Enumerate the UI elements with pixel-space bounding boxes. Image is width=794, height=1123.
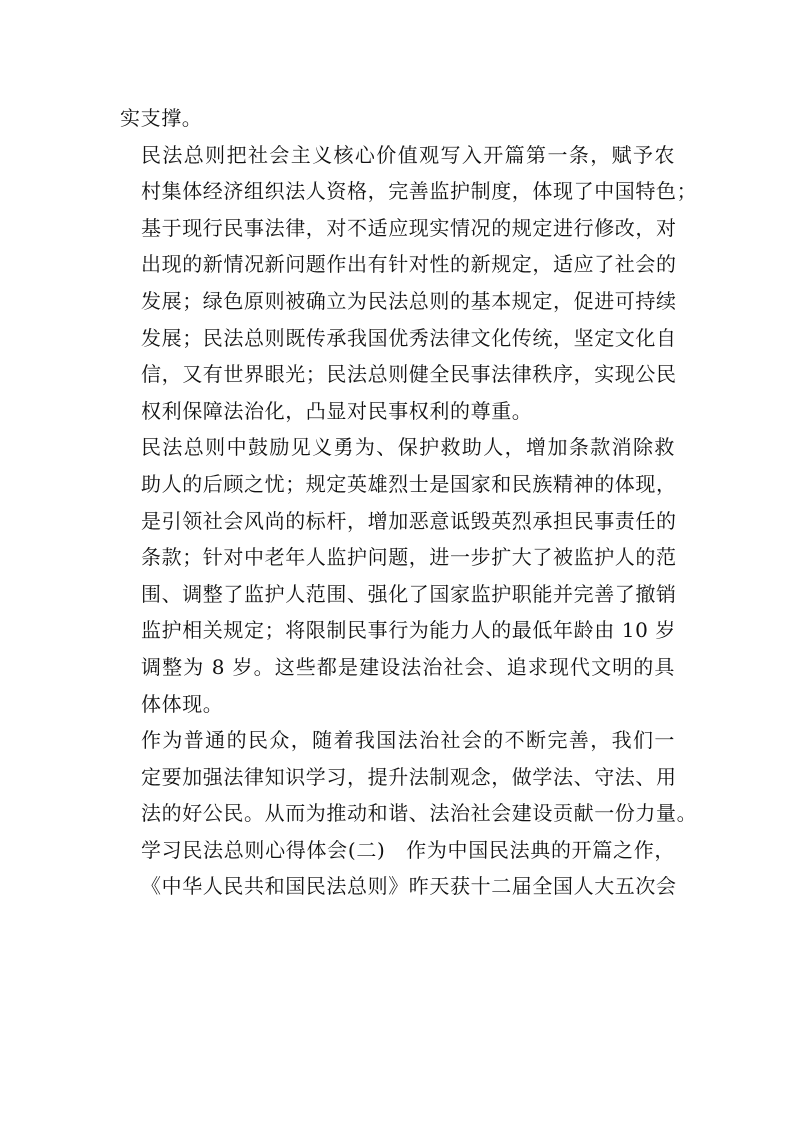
paragraph [120,832,675,905]
text-line: 出现的新情况新问题作出有针对性的新规定，适应了社会的 [141,252,677,277]
text-line: 条款；针对中老年人监护问题，进一步扩大了被监护人的范 [141,545,677,570]
text-line: 围、调整了监护人范围、强化了国家监护职能并完善了撤销 [141,581,677,606]
text-line: 发展；民法总则既传承我国优秀法律文化传统，坚定文化自 [141,325,677,350]
paragraph [120,722,698,832]
text-line: 助人的后顾之忧；规定英雄烈士是国家和民族精神的体现， [141,471,677,496]
text-line: 体体现。 [141,691,224,716]
text-line: 《中华人民共和国民法总则》昨天获十二届全国人大五次会 [141,874,677,899]
text-line: 民法总则把社会主义核心价值观写入开篇第一条，赋予农 [141,142,675,167]
text-line: 监护相关规定；将限制民事行为能力人的最低年龄由 10 岁 [141,618,676,643]
text-line: 信，又有世界眼光；民法总则健全民事法律秩序，实现公民 [141,362,677,387]
text-line: 法的好公民。从而为推动和谐、法治社会建设贡献一份力量。 [141,801,698,826]
text-line: 民法总则中鼓励见义勇为、保护救助人，增加条款消除救 [141,435,675,460]
text-line: 是引领社会风尚的标杆，增加恶意诋毁英烈承担民事责任的 [141,508,677,533]
document-body [120,100,698,905]
text-line: 调整为 8 岁。这些都是建设法治社会、追求现代文明的具 [141,654,675,679]
text-line: 发展；绿色原则被确立为民法总则的基本规定，促进可持续 [141,288,677,313]
paragraph [120,429,675,722]
text-line: 村集体经济组织法人资格，完善监护制度，体现了中国特色； [141,179,698,204]
paragraph [120,137,698,430]
text-line: 权利保障法治化，凸显对民事权利的尊重。 [141,398,533,423]
text-line: 作为普通的民众，随着我国法治社会的不断完善，我们一 [141,728,675,753]
text-line: 实支撑。 [120,106,203,130]
paragraph [120,100,675,137]
text-line: 学习民法总则心得体会(二) 作为中国民法典的开篇之作， [141,837,675,862]
text-line: 定要加强法律知识学习，提升法制观念，做学法、守法、用 [141,764,677,789]
text-line: 基于现行民事法律，对不适应现实情况的规定进行修改，对 [141,215,677,240]
